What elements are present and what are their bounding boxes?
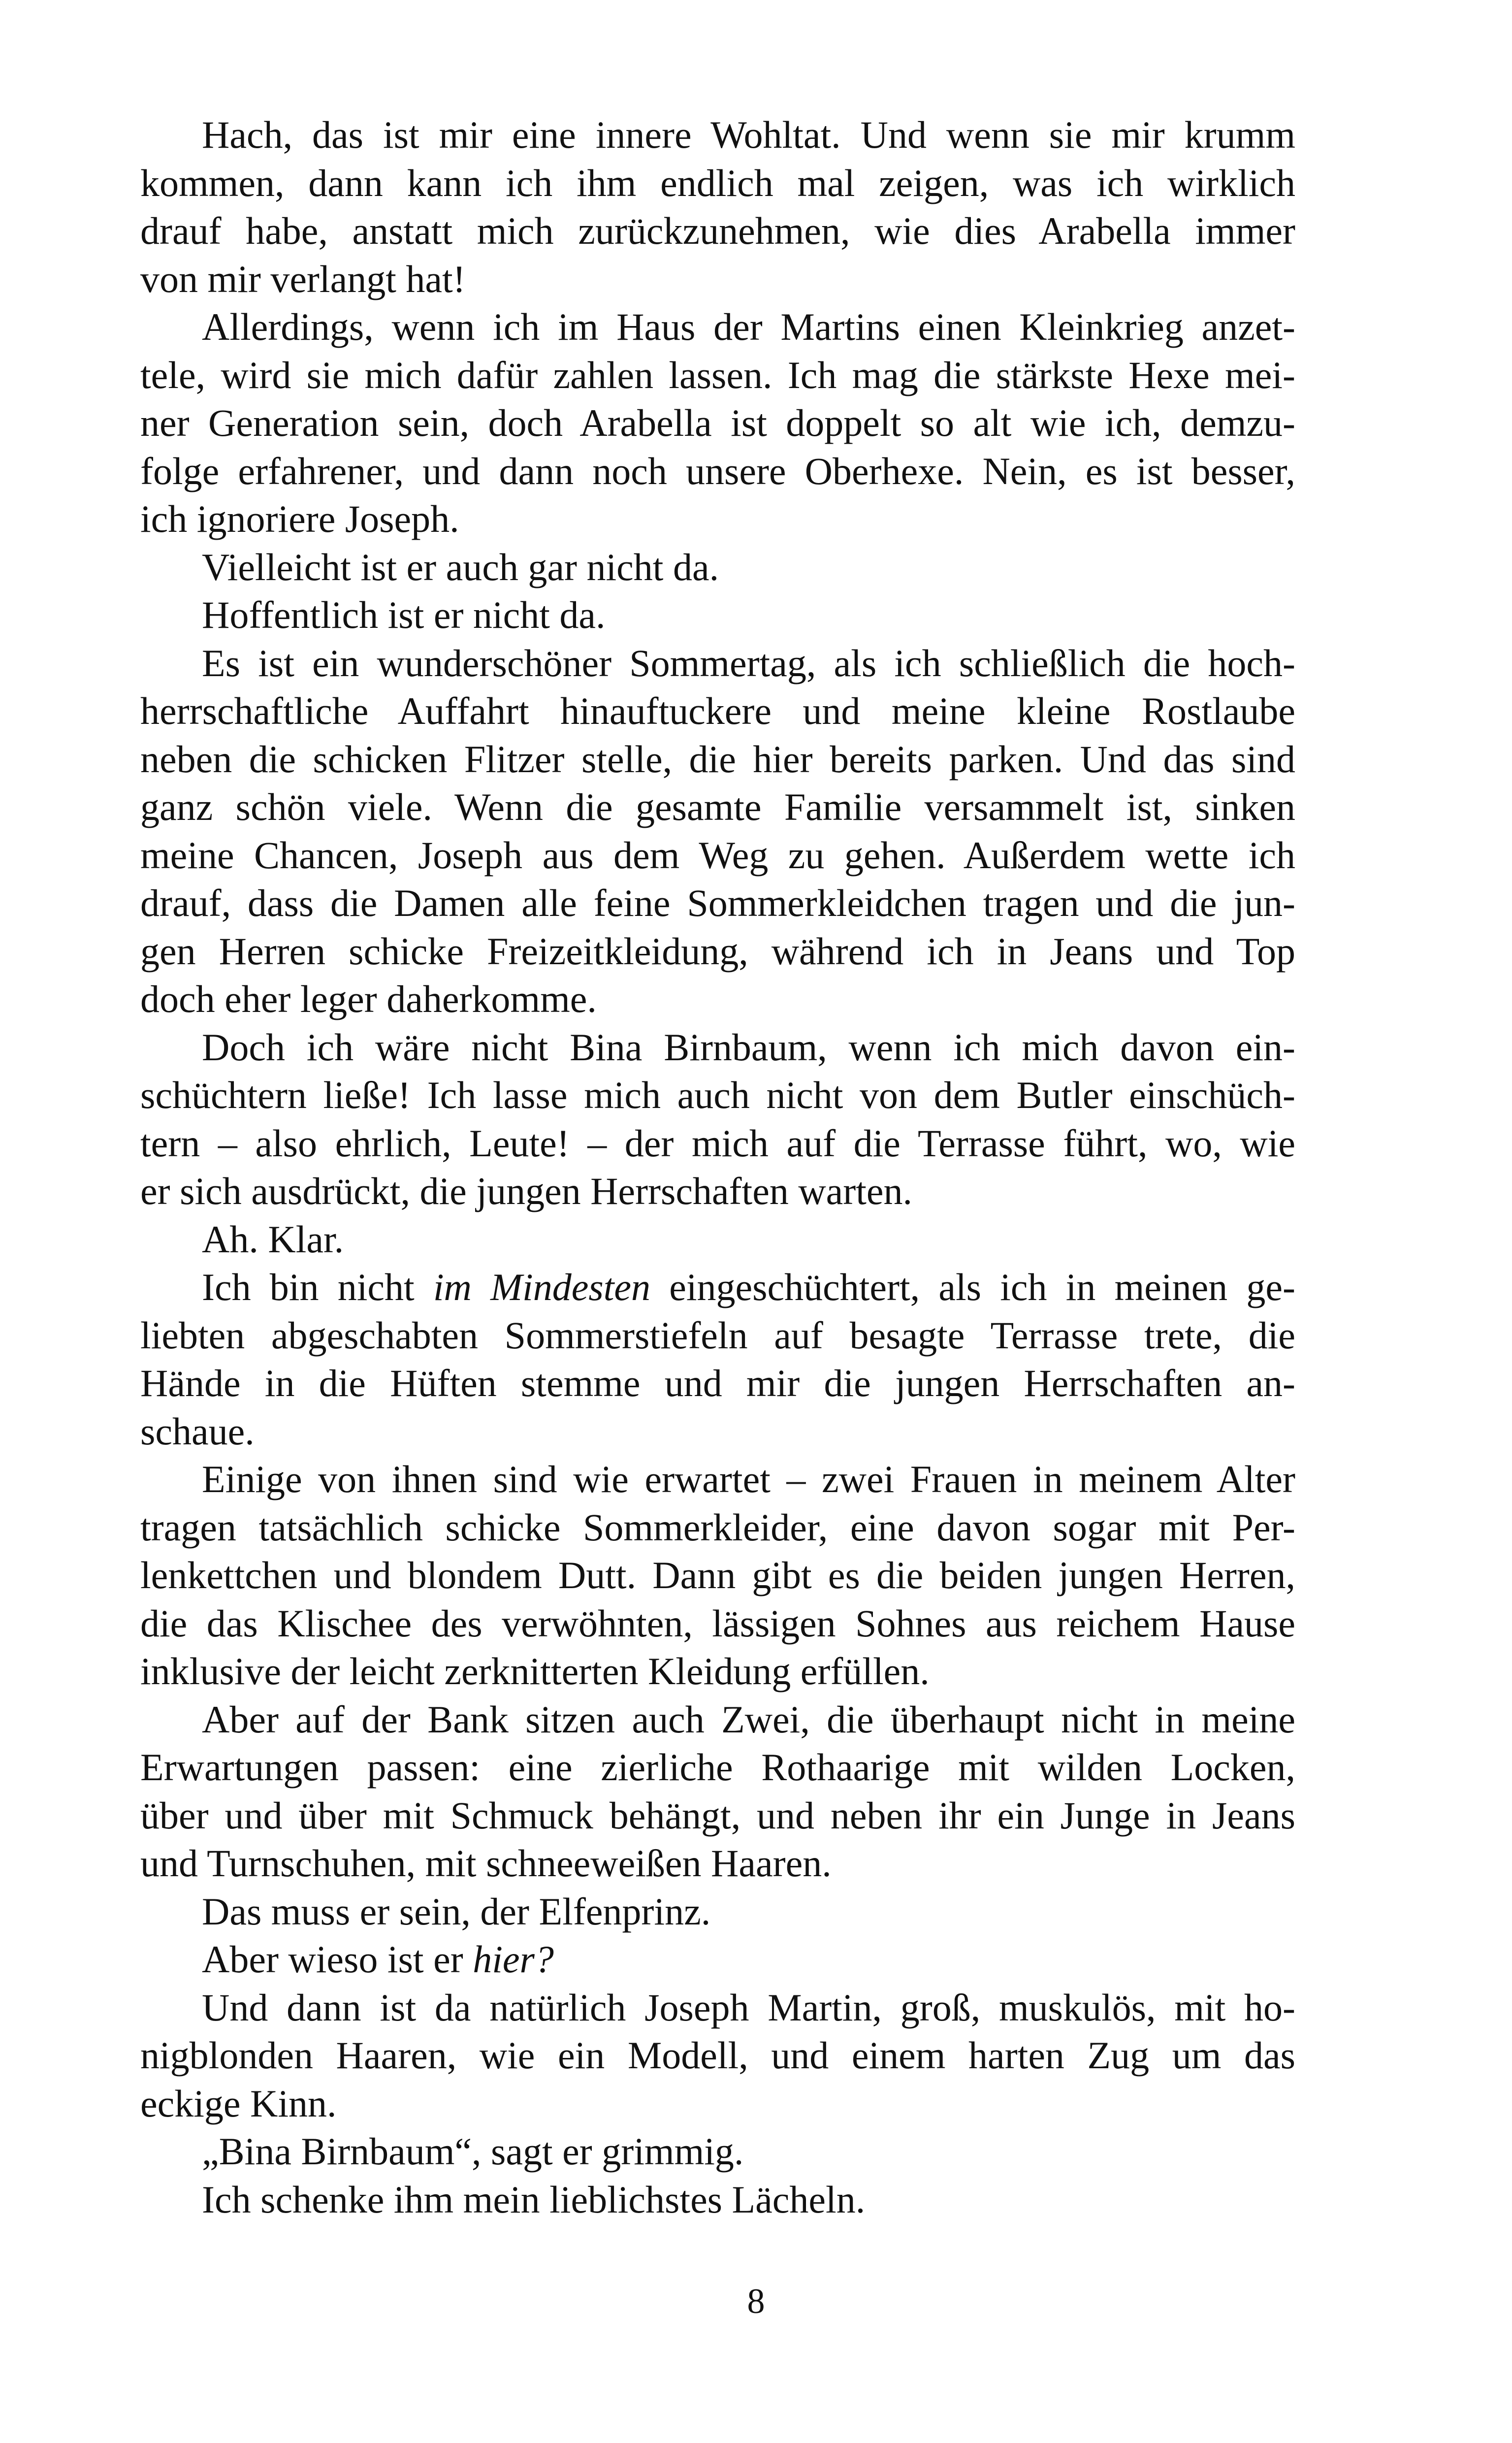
text-line <box>140 399 1295 447</box>
line-text: Einige von ihnen sind wie erwartet – zwei Frauen in meinem Alter <box>202 1458 1295 1500</box>
line-text: von mir verlangt hat! <box>140 257 466 300</box>
line-text: tern – also ehrlich, Leute! – der mich auf die Terrasse führt, wo, wie <box>140 1121 1295 1165</box>
line-text: herrschaftliche Auffahrt hinauftuckere und meine kleine Rostlaube <box>140 689 1295 732</box>
body-text <box>140 111 1295 2223</box>
text-line <box>140 1167 1295 1215</box>
line-text: schaue. <box>140 1409 255 1453</box>
text-line <box>140 2176 1295 2224</box>
page-number: 8 <box>747 2281 765 2321</box>
line-text: inklusive der leicht zerknitterten Kleidung erfüllen. <box>140 1650 930 1693</box>
line-text: Hach, das ist mir eine innere Wohltat. Und wenn sie mir krumm <box>202 113 1295 156</box>
line-text: eckige Kinn. <box>140 2082 337 2125</box>
text-line <box>140 927 1295 976</box>
line-text: folge erfahrener, und dann noch unsere Oberhexe. Nein, es ist besser, <box>140 449 1295 492</box>
line-text: Allerdings, wenn ich im Haus der Martins einen Kleinkrieg anzet- <box>202 305 1295 348</box>
text-line <box>140 735 1295 783</box>
text-line <box>140 1407 1295 1456</box>
line-text: doch eher leger daherkomme. <box>140 977 597 1020</box>
line-text: drauf habe, anstatt mich zurückzunehmen, wie dies Arabella immer <box>140 209 1295 252</box>
text-line <box>140 543 1295 591</box>
line-text: kommen, dann kann ich ihm endlich mal zeigen, was ich wirklich <box>140 161 1295 204</box>
line-text: meine Chancen, Joseph aus dem Weg zu gehen. Außerdem wette ich <box>140 833 1295 877</box>
line-text: gen Herren schicke Freizeitkleidung, während ich in Jeans und Top <box>140 929 1295 973</box>
line-text: tele, wird sie mich dafür zahlen lassen. Ich mag die stärkste Hexe mei- <box>140 353 1295 396</box>
line-text: die das Klischee des verwöhnten, lässigen Sohnes aus reichem Hause <box>140 1601 1295 1645</box>
text-line <box>140 1599 1295 1648</box>
text-line <box>140 1984 1295 2032</box>
text-line <box>140 1023 1295 1072</box>
text-line <box>140 1455 1295 1503</box>
line-text: Es ist ein wunderschöner Sommertag, als ich schließlich die hoch- <box>202 641 1295 684</box>
text-line <box>140 495 1295 543</box>
text-line <box>140 159 1295 207</box>
text-line <box>140 255 1295 303</box>
text-line <box>140 2127 1295 2176</box>
line-text: Hände in die Hüften stemme und mir die jungen Herrschaften an- <box>140 1362 1295 1404</box>
line-text: ganz schön viele. Wenn die gesamte Familie versammelt ist, sinken <box>140 785 1295 828</box>
line-text: er sich ausdrückt, die jungen Herrschaften warten. <box>140 1170 913 1212</box>
text-line <box>140 447 1295 495</box>
text-line <box>140 879 1295 927</box>
text-line <box>140 351 1295 399</box>
text-line <box>140 831 1295 879</box>
line-text: liebten abgeschabten Sommerstiefeln auf besagte Terrasse trete, die <box>140 1313 1295 1357</box>
text-line <box>140 2080 1295 2128</box>
text-line <box>140 1071 1295 1119</box>
line-text: Ah. Klar. <box>202 1217 344 1261</box>
line-text: Aber wieso ist er <box>202 1938 473 1981</box>
text-line <box>140 1647 1295 1695</box>
text-line <box>140 1119 1295 1168</box>
line-text: ich ignoriere Joseph. <box>140 497 459 540</box>
text-line <box>140 1888 1295 1936</box>
text-line <box>140 1311 1295 1360</box>
line-text: nigblonden Haaren, wie ein Modell, und einem harten Zug um das <box>140 2034 1295 2077</box>
text-line <box>140 111 1295 159</box>
line-text: drauf, dass die Damen alle feine Sommerkleidchen tragen und die jun- <box>140 881 1295 924</box>
text-line <box>140 1551 1295 1599</box>
text-line <box>140 1695 1295 1744</box>
line-text: Aber auf der Bank sitzen auch Zwei, die überhaupt nicht in meine <box>202 1697 1295 1741</box>
line-text: Vielleicht ist er auch gar nicht da. <box>202 545 719 588</box>
line-text: Ich schenke ihm mein lieblichstes Lächeln. <box>202 2178 866 2221</box>
text-line <box>140 303 1295 351</box>
line-text: Ich bin nicht <box>202 1266 433 1308</box>
line-text: Hoffentlich ist er nicht da. <box>202 593 606 636</box>
text-line <box>140 1935 1295 1984</box>
line-text: Erwartungen passen: eine zierliche Rothaarige mit wilden Locken, <box>140 1746 1295 1789</box>
line-text: neben die schicken Flitzer stelle, die hier bereits parken. Und das sind <box>140 737 1295 781</box>
text-line <box>140 2031 1295 2080</box>
text-line <box>140 1359 1295 1407</box>
line-text: Und dann ist da natürlich Joseph Martin, groß, muskulös, mit ho- <box>202 1986 1295 2029</box>
text-line <box>140 1503 1295 1552</box>
text-line <box>140 207 1295 255</box>
line-text: schüchtern ließe! Ich lasse mich auch nicht von dem Butler einschüch- <box>140 1074 1295 1116</box>
text-line <box>140 1263 1295 1311</box>
text-line <box>140 639 1295 687</box>
line-text: lenkettchen und blondem Dutt. Dann gibt es die beiden jungen Herren, <box>140 1554 1295 1596</box>
line-text: und Turnschuhen, mit schneeweißen Haaren. <box>140 1842 832 1885</box>
line-text: tragen tatsächlich schicke Sommerkleider, eine davon sogar mit Per- <box>140 1505 1295 1549</box>
text-line <box>140 1839 1295 1888</box>
line-text: über und über mit Schmuck behängt, und neben ihr ein Junge in Jeans <box>140 1793 1295 1837</box>
text-line <box>140 687 1295 735</box>
line-text: Doch ich wäre nicht Bina Birnbaum, wenn ich mich davon ein- <box>202 1025 1295 1069</box>
text-line <box>140 1743 1295 1792</box>
italic-emphasis: im Mindesten <box>433 1266 650 1308</box>
text-line <box>140 1215 1295 1264</box>
italic-emphasis: hier? <box>473 1938 554 1981</box>
text-line <box>140 591 1295 639</box>
text-line <box>140 975 1295 1023</box>
line-text: Das muss er sein, der Elfenprinz. <box>202 1889 711 1933</box>
text-line <box>140 1792 1295 1840</box>
line-text: „Bina Birnbaum“, sagt er grimmig. <box>202 2130 744 2173</box>
text-line <box>140 783 1295 831</box>
line-text: ner Generation sein, doch Arabella ist doppelt so alt wie ich, demzu- <box>140 401 1295 444</box>
line-text-continued: eingeschüchtert, als ich in meinen ge- <box>650 1266 1295 1308</box>
